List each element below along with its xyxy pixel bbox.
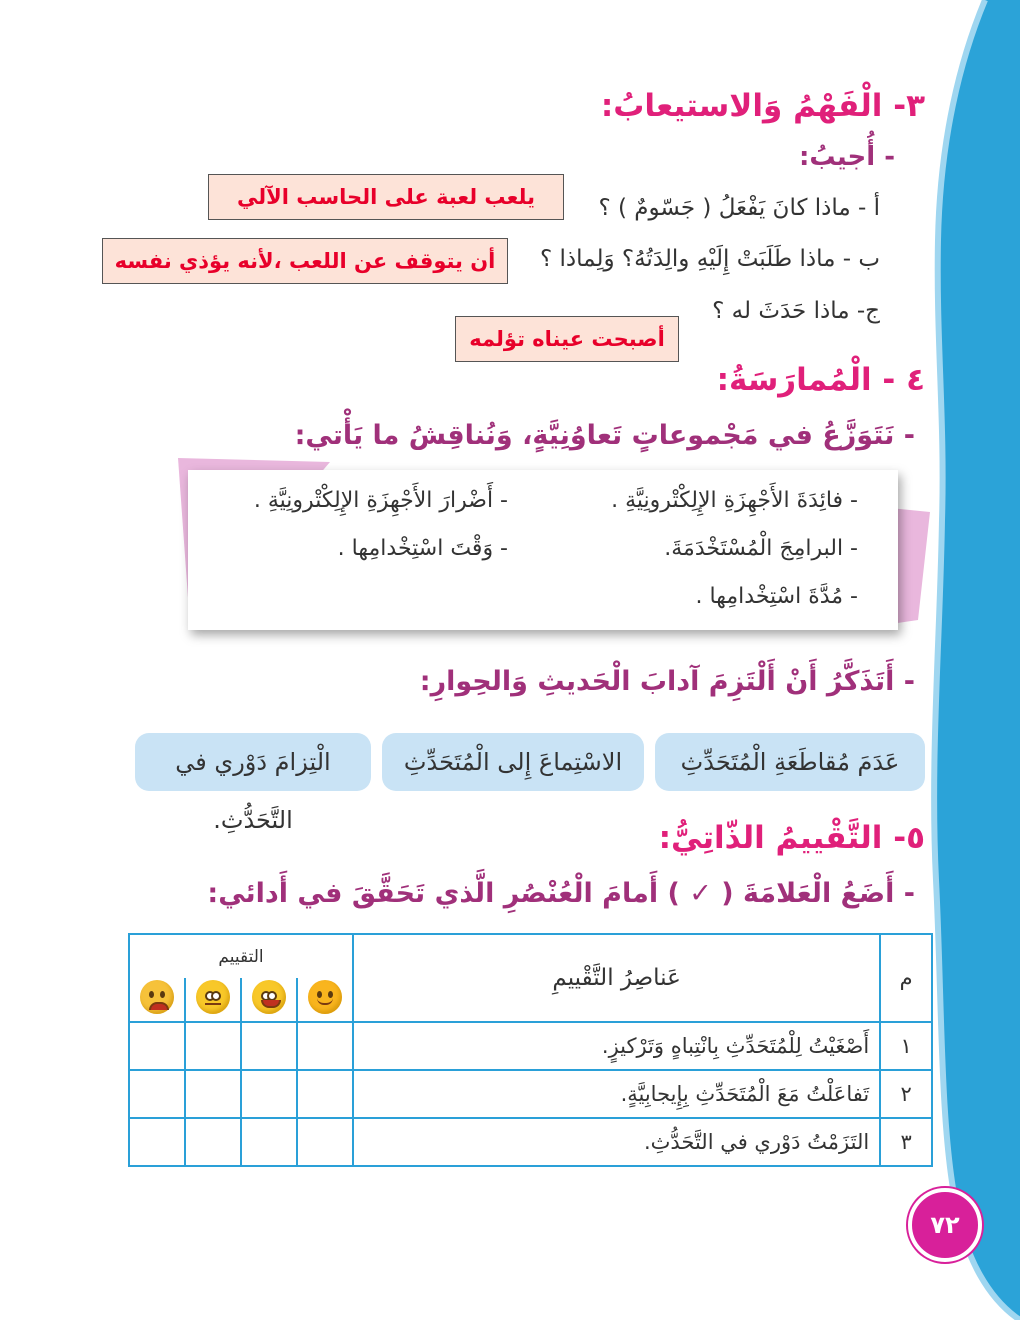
table-row	[129, 1118, 932, 1166]
answer-prompt: - أُجيبُ:	[798, 142, 895, 172]
section5-instruction: - أَضَعُ الْعَلامَةَ ( ✓ ) أَمامَ الْعُنْصُرِ الَّذي تَحَقَّقَ في أَدائي:	[207, 878, 915, 909]
rating-cell[interactable]	[241, 1070, 297, 1118]
question-c: ج- ماذا حَدَثَ له ؟	[712, 298, 880, 324]
discussion-item: - أَضْرارَ الأَجْهِزَةِ الإِلِكْتْرونِيَّةِ .	[253, 488, 508, 513]
question-a: أ - ماذا كانَ يَفْعَلُ ( جَسّومٌ ) ؟	[598, 195, 880, 221]
answer-a[interactable]: يلعب لعبة على الحاسب الآلي	[208, 174, 564, 220]
discussion-item: - وَقْتَ اسْتِخْدامِها .	[337, 536, 508, 561]
smile-face-icon	[308, 980, 342, 1014]
row-number: ١	[880, 1022, 932, 1070]
etiquette-pill: عَدَمَ مُقاطَعَةِ الْمُتَحَدِّثِ	[655, 733, 925, 791]
page-number: ٧٢	[930, 1211, 960, 1239]
self-evaluation-table	[128, 933, 933, 1167]
rating-cell[interactable]	[129, 1070, 185, 1118]
discussion-item: - فائِدَةَ الأَجْهِزَةِ الإِلِكْتْرونِيَّةِ .	[611, 488, 858, 513]
etiquette-pill: الْتِزامَ دَوْري في التَّحَدُّثِ.	[135, 733, 371, 791]
rating-col	[129, 978, 185, 1022]
row-text: التَزَمْتُ دَوْري في التَّحَدُّثِ.	[353, 1118, 880, 1166]
section4-title: ٤ - الْمُمارَسَةُ:	[716, 362, 925, 398]
row-text: أَصْغَيْتُ لِلْمُتَحَدِّثِ بِانْتِباهٍ وَتَرْكيزٍ.	[353, 1022, 880, 1070]
rating-cell[interactable]	[129, 1022, 185, 1070]
col-number-header: م	[880, 934, 932, 1022]
rating-cell[interactable]	[297, 1118, 353, 1166]
rating-cell[interactable]	[129, 1118, 185, 1166]
rating-cell[interactable]	[185, 1118, 241, 1166]
section3-title: ٣- الْفَهْمُ وَالاستيعابُ:	[600, 88, 925, 124]
row-number: ٢	[880, 1070, 932, 1118]
discussion-card	[188, 470, 898, 630]
answer-c[interactable]: أصبحت عيناه تؤلمه	[455, 316, 679, 362]
table-row	[129, 1070, 932, 1118]
rating-cell[interactable]	[241, 1118, 297, 1166]
col-items-header: عَناصِرُ التَّقْييمِ	[353, 934, 880, 1022]
page-number-badge	[908, 1188, 982, 1262]
row-text: تَفاعَلْتُ مَعَ الْمُتَحَدِّثِ بِإِيجابِيَّةٍ.	[353, 1070, 880, 1118]
happy-face-icon	[252, 980, 286, 1014]
answer-b[interactable]: أن يتوقف عن اللعب ،لأنه يؤذي نفسه	[102, 238, 508, 284]
rating-col	[297, 978, 353, 1022]
sad-face-icon	[140, 980, 174, 1014]
neutral-face-icon	[196, 980, 230, 1014]
rating-cell[interactable]	[185, 1070, 241, 1118]
discussion-item: - مُدَّةَ اسْتِخْدامِها .	[695, 584, 858, 609]
etiquette-pill: الاسْتِماعَ إِلى الْمُتَحَدِّثِ	[382, 733, 644, 791]
remember-instruction: - أَتَذَكَّرُ أَنْ أَلْتَزِمَ آدابَ الْحَديثِ وَالحِوارِ:	[419, 666, 915, 697]
rating-cell[interactable]	[297, 1070, 353, 1118]
table-row	[129, 1022, 932, 1070]
row-number: ٣	[880, 1118, 932, 1166]
section5-title: ٥- التَّقْييمُ الذّاتِيُّ:	[658, 820, 925, 856]
rating-col	[185, 978, 241, 1022]
col-rating-header: التقييم	[129, 934, 353, 978]
rating-cell[interactable]	[241, 1022, 297, 1070]
discussion-item: - البرامِجَ الْمُسْتَخْدَمَةَ.	[664, 536, 858, 561]
rating-cell[interactable]	[297, 1022, 353, 1070]
question-b: ب - ماذا طَلَبَتْ إِلَيْهِ والِدَتُهُ؟ وَلِماذا ؟	[540, 246, 880, 272]
section4-instruction: - نَتَوَزَّعُ في مَجْموعاتٍ تَعاوُنِيَّةٍ، وَنُناقِشُ ما يَأْتي:	[294, 420, 915, 451]
rating-cell[interactable]	[185, 1022, 241, 1070]
rating-col	[241, 978, 297, 1022]
